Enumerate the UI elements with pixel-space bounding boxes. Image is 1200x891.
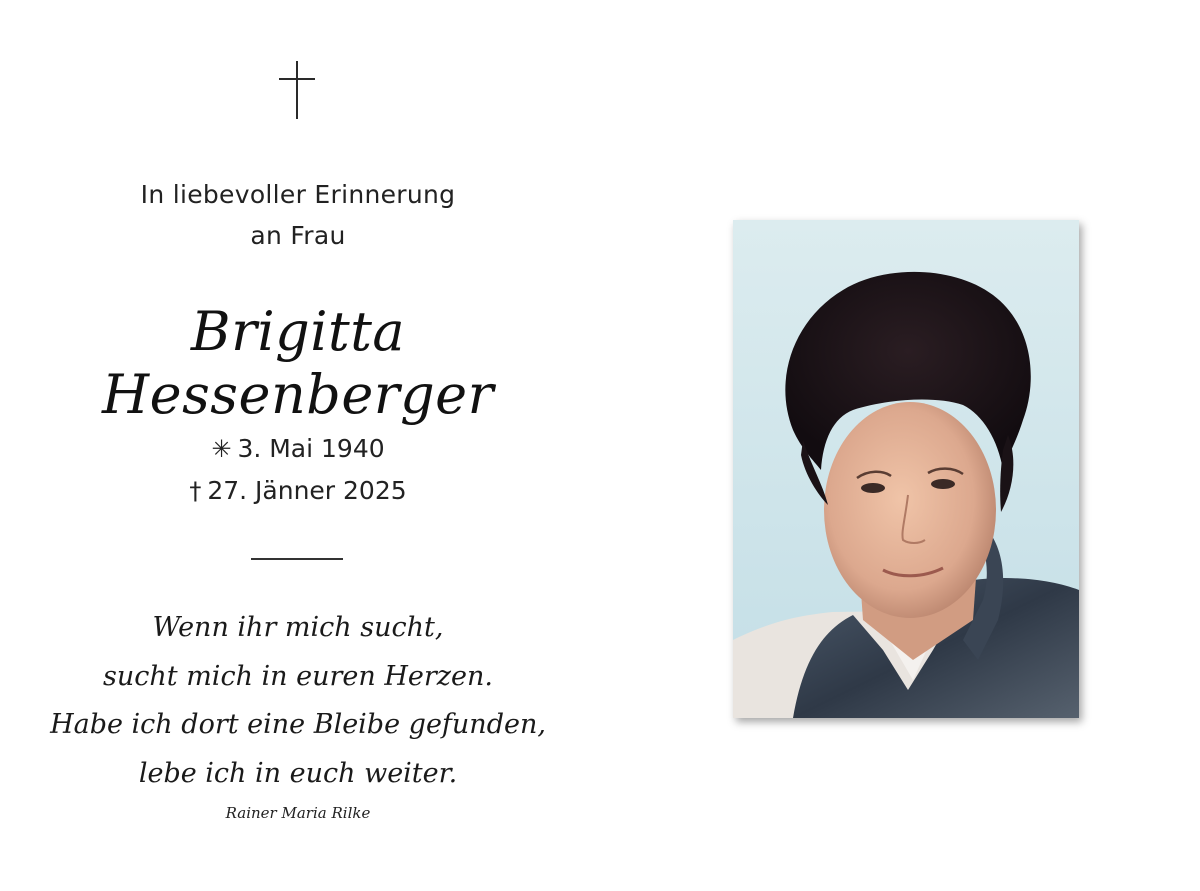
death-cross-icon: † [189,477,202,505]
divider [251,558,343,560]
death-date: 27. Jänner 2025 [207,476,407,505]
birth-date-line [0,434,596,463]
intro-line-1: In liebevoller Erinnerung [140,180,456,209]
birth-date: 3. Mai 1940 [237,434,385,463]
birth-star-icon: ✳ [211,435,232,463]
memorial-text-column [0,0,596,891]
intro-line-2: an Frau [250,221,346,250]
portrait-photo [733,220,1079,718]
death-date-line [0,476,596,505]
quote-line: sucht mich in euren Herzen. [103,661,493,692]
deceased-name: Brigitta Hessenberger [102,300,494,426]
quote-line: Habe ich dort eine Bleibe gefunden, [50,709,546,740]
quote-line: lebe ich in euch weiter. [138,758,458,789]
quote-author: Rainer Maria Rilke [225,804,371,822]
cross-icon [279,61,315,119]
quote-line: Wenn ihr mich sucht, [152,612,444,643]
